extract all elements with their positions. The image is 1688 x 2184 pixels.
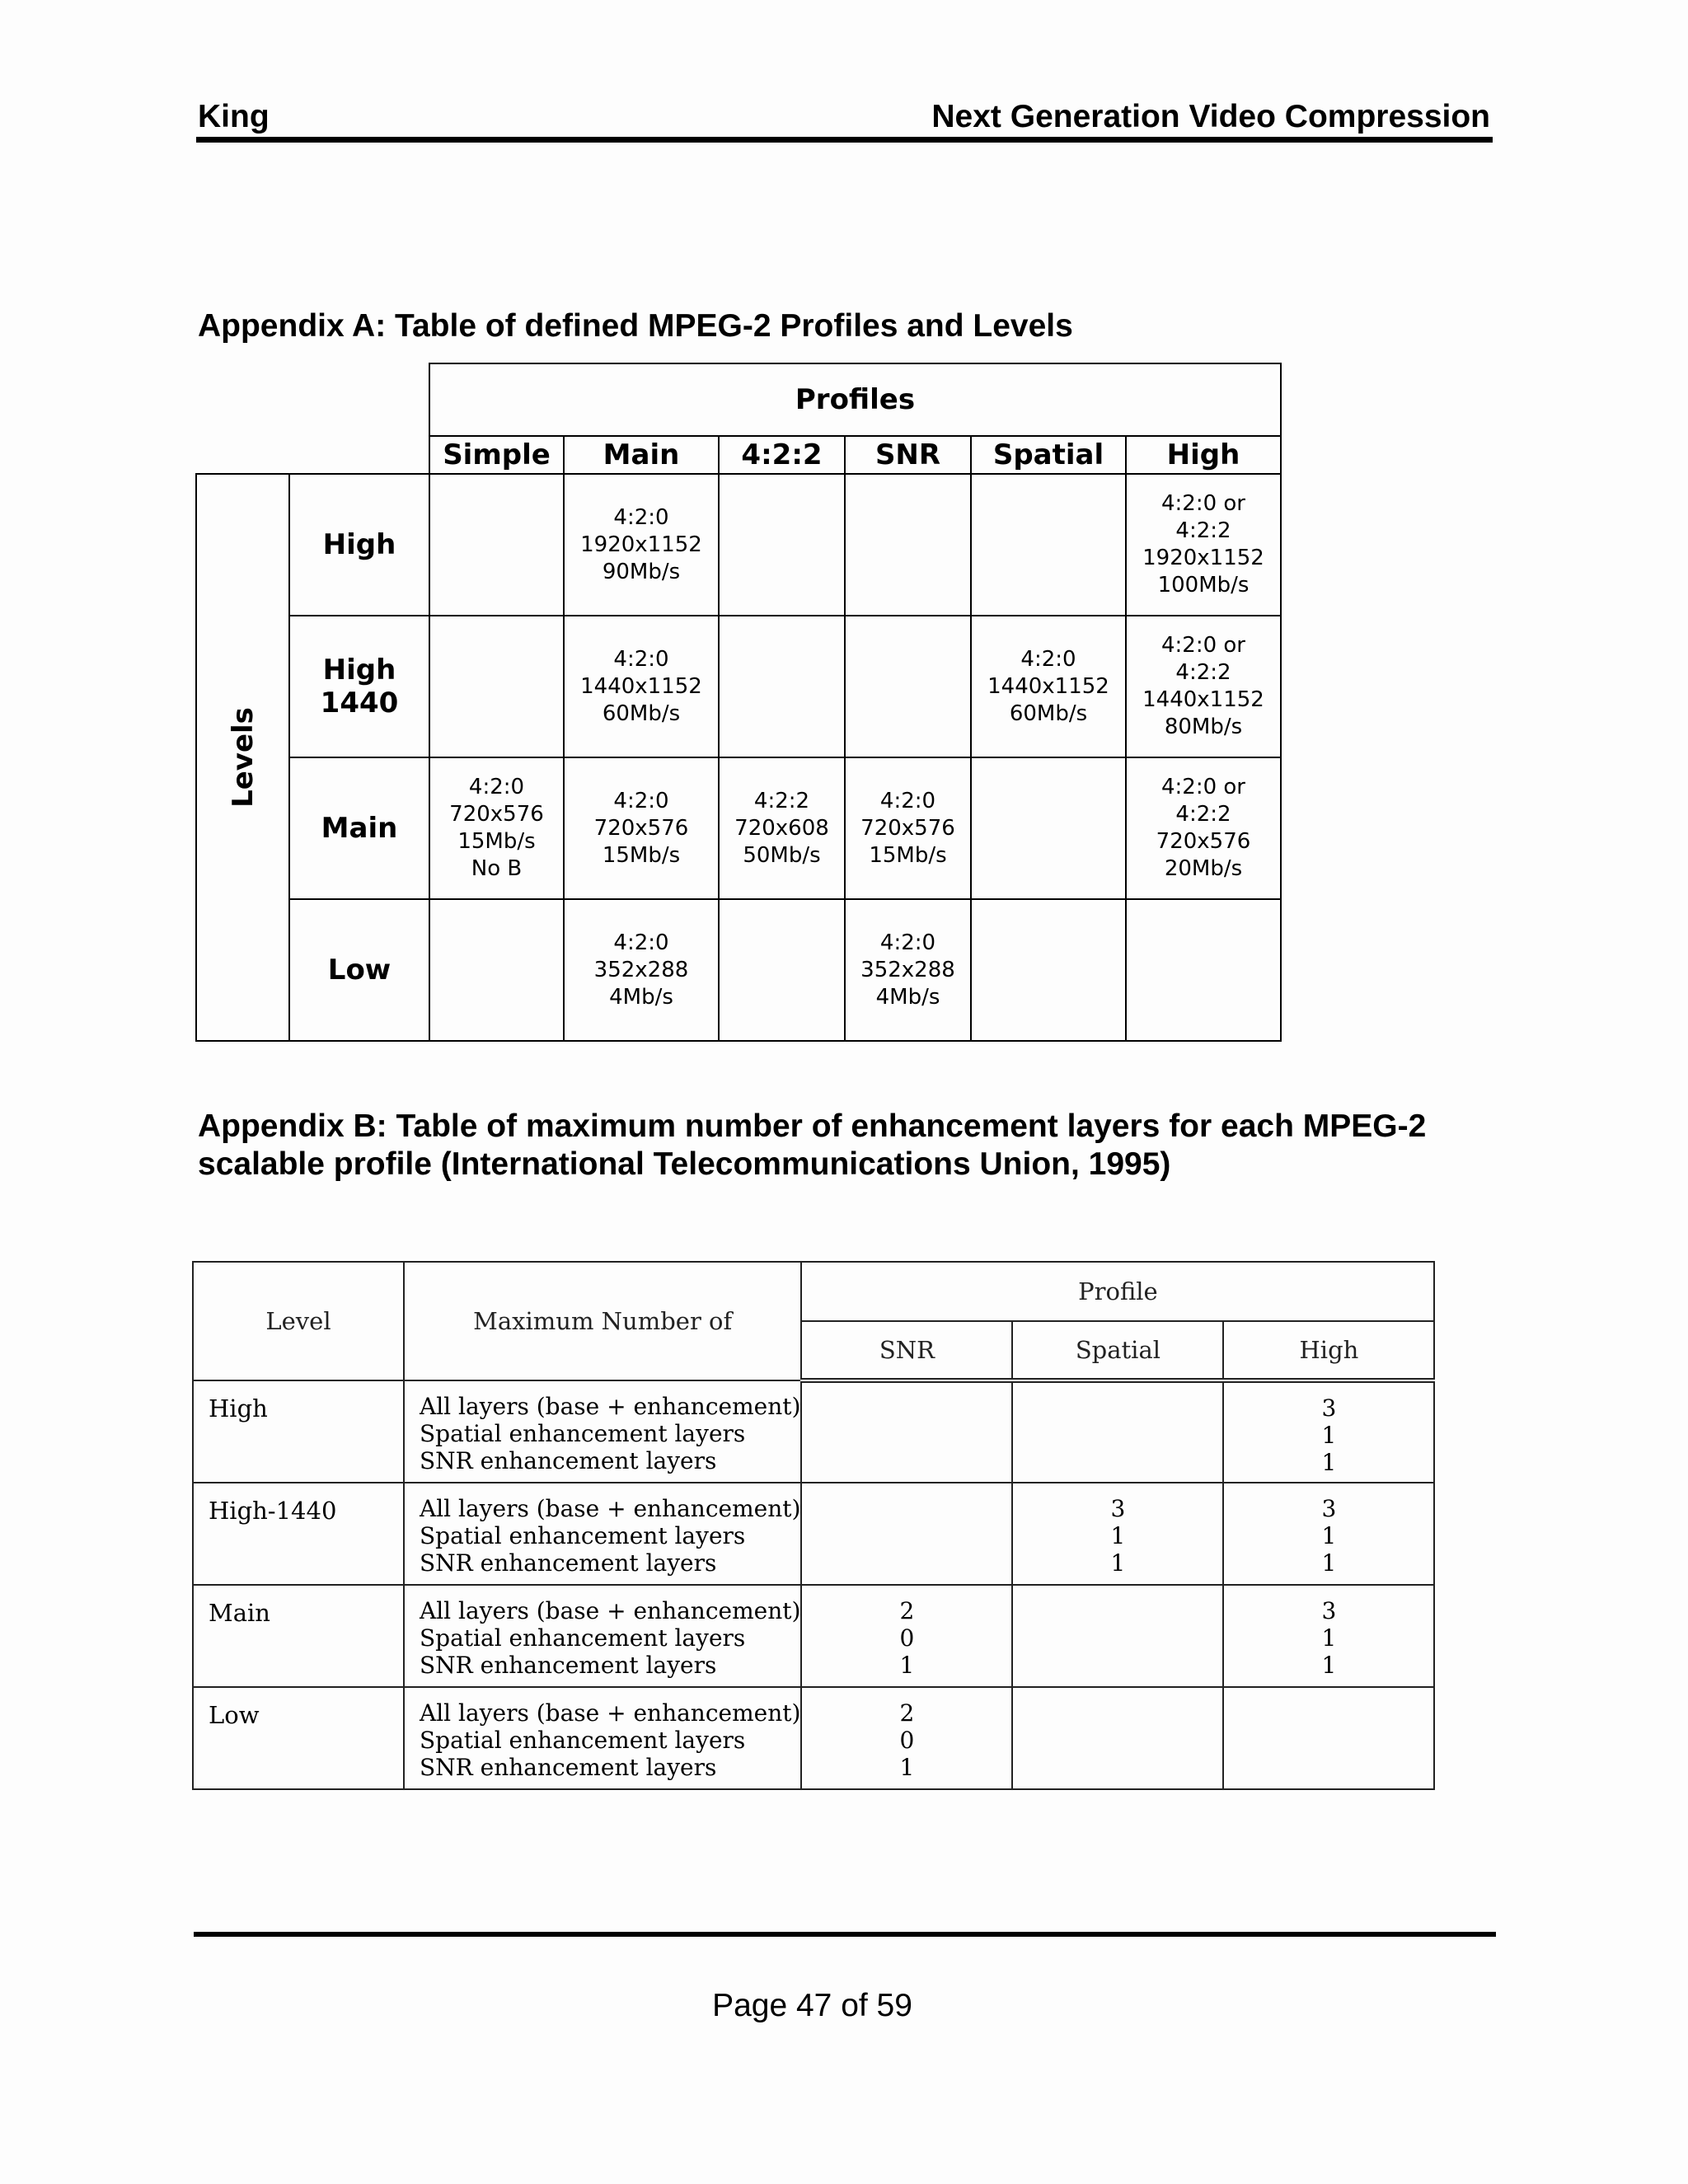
level-label: High [193, 1380, 404, 1483]
cell-line: Spatial enhancement layers [420, 1522, 746, 1549]
cell-line: 4Mb/s [609, 984, 673, 1010]
max-number-labels [404, 1687, 801, 1789]
table-cell [1223, 1585, 1434, 1687]
header-author: King [198, 99, 270, 134]
cell-line: 1920x1152 [580, 532, 702, 557]
profiles-levels-table [195, 363, 1282, 1042]
cell-line: 1440x1152 [987, 673, 1109, 699]
footer-rule [194, 1932, 1496, 1937]
cell-line: 1440x1152 [1142, 687, 1264, 712]
table-cell [971, 474, 1126, 616]
levels-header [196, 474, 289, 1041]
cell-line: 4:2:0 [879, 788, 936, 813]
table-cell [564, 474, 719, 616]
cell-line: 1 [899, 1652, 915, 1679]
table-cell [801, 1380, 1012, 1483]
appendix-a-heading: Appendix A: Table of defined MPEG-2 Profiles and Levels [198, 308, 1073, 344]
cell-line: 4:2:0 [1020, 646, 1076, 672]
profile-header: High [1223, 1321, 1434, 1380]
max-number-labels [404, 1380, 801, 1483]
table-row [196, 899, 1281, 1041]
max-number-labels [404, 1585, 801, 1687]
cell-line: 1 [1321, 1549, 1337, 1577]
cell-line: 15Mb/s [869, 842, 947, 868]
table-cell [564, 616, 719, 757]
table-cell [1223, 1687, 1434, 1789]
table-cell [1126, 616, 1281, 757]
table-cell [845, 757, 971, 899]
cell-line: 4:2:2 [1175, 802, 1231, 827]
cell-line: All layers (base + enhancement) [420, 1495, 801, 1522]
cell-line: Spatial enhancement layers [420, 1420, 746, 1447]
cell-line: 1 [1321, 1422, 1337, 1449]
level-label [289, 757, 429, 899]
cell-line: High [322, 654, 396, 687]
cell-line: 1 [1110, 1549, 1126, 1577]
table-row [193, 1687, 1434, 1789]
cell-line: 4:2:0 [613, 930, 669, 955]
cell-line: 4:2:0 [613, 788, 669, 813]
cell-line: SNR enhancement layers [420, 1549, 717, 1577]
cell-line: 90Mb/s [602, 559, 681, 584]
profile-header: SNR [801, 1321, 1012, 1380]
header-rule [196, 137, 1493, 143]
table-cell [845, 616, 971, 757]
profile-header: Main [564, 436, 719, 474]
profile-header: Simple [429, 436, 564, 474]
cell-line: 1 [1321, 1624, 1337, 1652]
max-number-labels [404, 1483, 801, 1585]
enhancement-layers-table [192, 1261, 1435, 1790]
profile-header: Spatial [1012, 1321, 1223, 1380]
cell-line: 720x576 [449, 802, 544, 827]
table-cell [845, 474, 971, 616]
table-cell [564, 899, 719, 1041]
table-cell [971, 616, 1126, 757]
table-cell [429, 899, 564, 1041]
cell-line: 15Mb/s [457, 829, 536, 854]
cell-line: 3 [1110, 1495, 1126, 1522]
cell-line: Spatial enhancement layers [420, 1727, 746, 1754]
cell-line: 2 [899, 1699, 915, 1727]
cell-line: All layers (base + enhancement) [420, 1699, 801, 1727]
table-cell [971, 899, 1126, 1041]
cell-line: 3 [1321, 1495, 1337, 1522]
cell-line: 4:2:0 or [1160, 775, 1245, 799]
cell-line: 15Mb/s [602, 842, 681, 868]
table-cell [429, 757, 564, 899]
cell-line: 4:2:0 [613, 646, 669, 672]
level-label: Low [193, 1687, 404, 1789]
level-label [289, 899, 429, 1041]
max-number-column-header: Maximum Number of [404, 1262, 801, 1380]
cell-line: 2 [899, 1597, 915, 1624]
table-cell [1126, 757, 1281, 899]
cell-line: 50Mb/s [743, 842, 821, 868]
cell-line: 3 [1321, 1394, 1337, 1422]
table-cell [719, 474, 845, 616]
cell-line: 352x288 [860, 957, 955, 982]
cell-line: 20Mb/s [1164, 856, 1243, 881]
table-cell [1012, 1687, 1223, 1789]
cell-line: Main [321, 812, 398, 845]
cell-line: 4Mb/s [875, 984, 940, 1010]
table-corner [196, 363, 429, 474]
table-cell [429, 616, 564, 757]
levels-label: Levels [226, 707, 260, 808]
level-label: High-1440 [193, 1483, 404, 1585]
profile-group-header: Profile [801, 1262, 1434, 1321]
table-row [196, 616, 1281, 757]
table-row [193, 1585, 1434, 1687]
table-cell [1012, 1483, 1223, 1585]
cell-line: 1 [1110, 1522, 1126, 1549]
cell-line: Spatial enhancement layers [420, 1624, 746, 1652]
table-cell [719, 616, 845, 757]
cell-line: 1 [1321, 1449, 1337, 1476]
table-cell [1223, 1380, 1434, 1483]
cell-line: 720x608 [734, 815, 829, 841]
cell-line: 4:2:2 [1175, 660, 1231, 685]
cell-line: 0 [899, 1624, 915, 1652]
table-cell [801, 1483, 1012, 1585]
cell-line: All layers (base + enhancement) [420, 1393, 801, 1420]
table-row [193, 1483, 1434, 1585]
cell-line: 4:2:0 [468, 775, 525, 799]
cell-line: 1 [1321, 1522, 1337, 1549]
cell-line: 720x576 [1156, 829, 1251, 854]
table-cell [1223, 1483, 1434, 1585]
cell-line: 4:2:0 or [1160, 633, 1245, 658]
level-column-header: Level [193, 1262, 404, 1380]
profile-header: High [1126, 436, 1281, 474]
cell-line: Low [327, 954, 392, 987]
table-row [196, 757, 1281, 899]
cell-line: 3 [1321, 1597, 1337, 1624]
table-cell [564, 757, 719, 899]
cell-line: 352x288 [593, 957, 689, 982]
cell-line: 60Mb/s [602, 701, 681, 726]
cell-line: 60Mb/s [1009, 701, 1088, 726]
enhancement-layers-body [193, 1380, 1434, 1789]
table-cell [429, 474, 564, 616]
cell-line: SNR enhancement layers [420, 1652, 717, 1679]
header-title: Next Generation Video Compression [931, 99, 1490, 134]
cell-line: SNR enhancement layers [420, 1447, 717, 1474]
cell-line: All layers (base + enhancement) [420, 1597, 801, 1624]
profiles-header: Profiles [429, 363, 1281, 436]
cell-line: 1440x1152 [580, 673, 702, 699]
cell-line: 4:2:0 [879, 930, 936, 955]
table-row [193, 1380, 1434, 1483]
table-cell [719, 899, 845, 1041]
cell-line: SNR enhancement layers [420, 1754, 717, 1781]
cell-line: 80Mb/s [1164, 715, 1243, 739]
table-cell [971, 757, 1126, 899]
level-label: Main [193, 1585, 404, 1687]
profile-header: 4:2:2 [719, 436, 845, 474]
table-cell [1012, 1585, 1223, 1687]
cell-line: 100Mb/s [1157, 573, 1250, 598]
level-label [289, 616, 429, 757]
cell-line: 1 [899, 1754, 915, 1781]
table-cell [801, 1585, 1012, 1687]
table-cell [719, 757, 845, 899]
cell-line: 720x576 [593, 815, 689, 841]
cell-line: 1920x1152 [1142, 546, 1264, 570]
cell-line: High [322, 528, 396, 561]
profile-header: SNR [845, 436, 971, 474]
cell-line: 0 [899, 1727, 915, 1754]
cell-line: 1440 [320, 687, 399, 719]
cell-line: 720x576 [860, 815, 955, 841]
table-cell [845, 899, 971, 1041]
cell-line: 1 [1321, 1652, 1337, 1679]
cell-line: 4:2:0 or [1160, 491, 1245, 516]
cell-line: 4:2:2 [753, 788, 810, 813]
table-row [196, 474, 1281, 616]
level-label [289, 474, 429, 616]
page-number: Page 47 of 59 [712, 1988, 912, 2023]
appendix-b-heading: Appendix B: Table of maximum number of enhancement layers for each MPEG-2 scalable profile (International Telecommunications Union, 1995) [198, 1108, 1427, 1182]
table-cell [1126, 474, 1281, 616]
table-cell [1126, 899, 1281, 1041]
cell-line: 4:2:0 [613, 504, 669, 530]
cell-line: No B [471, 856, 523, 881]
table-cell [1012, 1380, 1223, 1483]
table-cell [801, 1687, 1012, 1789]
cell-line: 4:2:2 [1175, 518, 1231, 543]
profile-header: Spatial [971, 436, 1126, 474]
